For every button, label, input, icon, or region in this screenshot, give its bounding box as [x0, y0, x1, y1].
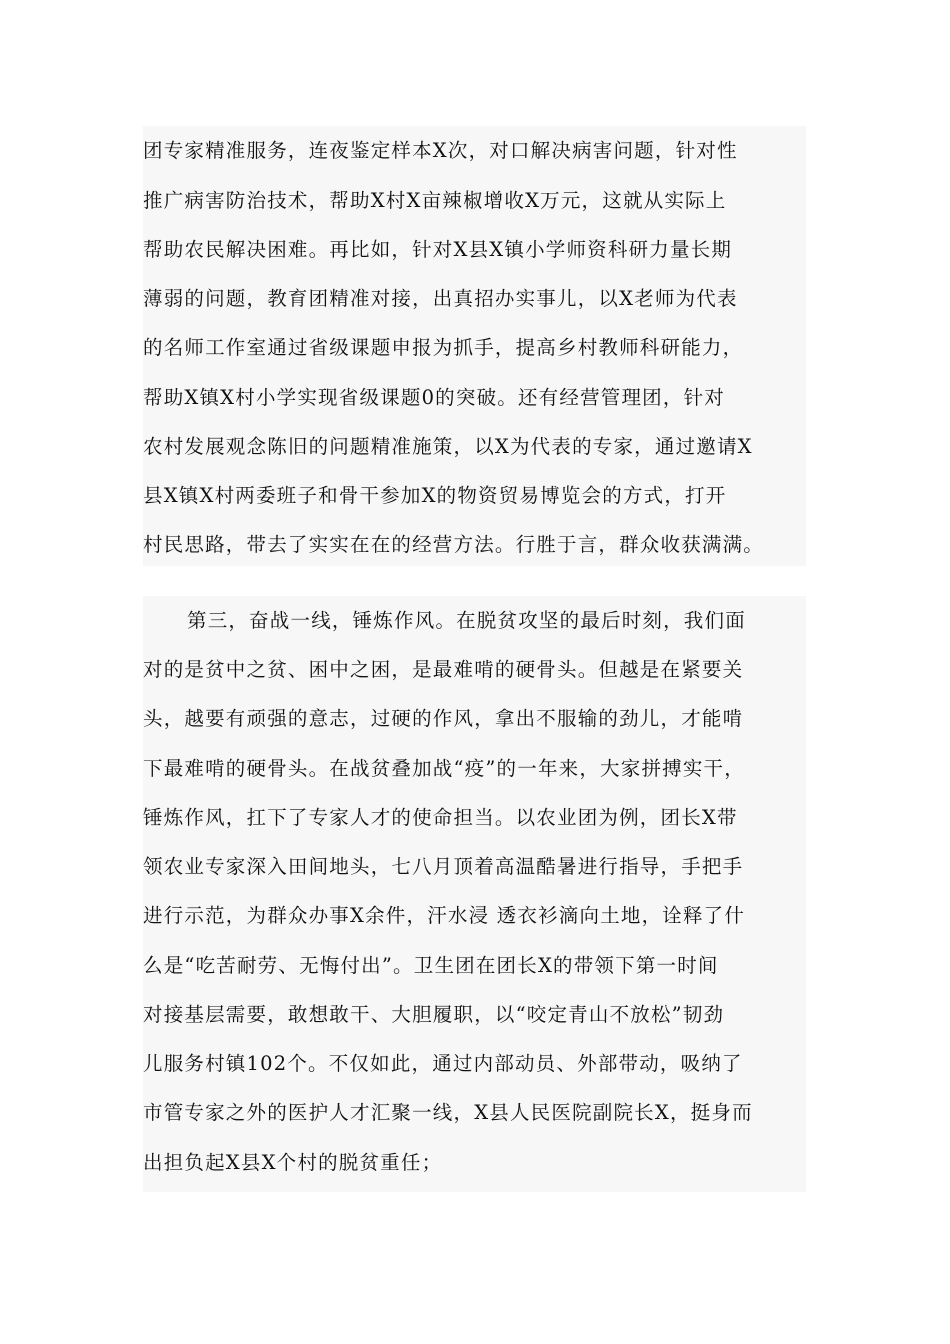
- text-line: 县X镇X村两委班子和骨干参加X的物资贸易博览会的方式，打开: [143, 484, 727, 507]
- text-line: 帮助农民解决困难。再比如，针对X县X镇小学师资科研力量长期: [143, 238, 733, 261]
- text-line: 市管专家之外的医护人才汇聚一线，X县人民医院副院长X，挺身而: [143, 1101, 753, 1124]
- text-line: 对接基层需要，敢想敢干、大胆履职，以“咬定青山不放松”韧劲: [143, 1003, 725, 1026]
- text-line: 第三，奋战一线，锤炼作风。在脱贫攻坚的最后时刻，我们面: [187, 609, 746, 632]
- text-line: 锤炼作风，扛下了专家人才的使命担当。以农业团为例，团长X带: [143, 806, 738, 829]
- text-line: 儿服务村镇102个。不仅如此，通过内部动员、外部带动，吸纳了: [143, 1052, 743, 1075]
- text-line: 出担负起X县X个村的脱贫重任；: [143, 1151, 443, 1174]
- text-line: 薄弱的问题，教育团精准对接，出真招办实事儿，以X老师为代表: [143, 287, 738, 310]
- text-line: 进行示范，为群众办事X余件，汗水浸 透衣衫滴向土地，诠释了什: [143, 904, 746, 927]
- paragraph-continued: [143, 126, 806, 566]
- text-line: 的名师工作室通过省级课题申报为抓手，提高乡村教师科研能力，: [143, 336, 744, 359]
- text-line: 团专家精准服务，连夜鉴定样本X次，对口解决病害问题，针对性: [143, 139, 738, 162]
- paragraph-section-three: [143, 596, 806, 1192]
- text-line: 推广病害防治技术，帮助X村X亩辣椒增收X万元，这就从实际上: [143, 189, 727, 212]
- text-line: 农村发展观念陈旧的问题精准施策，以X为代表的专家，通过邀请X: [143, 435, 753, 458]
- text-line: 帮助X镇X村小学实现省级课题0的突破。还有经营管理团，针对: [143, 386, 725, 409]
- text-line: 头，越要有顽强的意志，过硬的作风，拿出不服输的劲儿，才能啃: [143, 707, 744, 730]
- text-line: 下最难啃的硬骨头。在战贫叠加战“疫”的一年来，大家拼搏实干，: [143, 757, 745, 780]
- text-line: 村民思路，带去了实实在在的经营方法。行胜于言，群众收获满满。: [143, 533, 765, 556]
- text-line: 么是“吃苦耐劳、无悔付出”。卫生团在团长X的带领下第一时间: [143, 954, 719, 977]
- text-line: 对的是贫中之贫、困中之困，是最难啃的硬骨头。但越是在紧要关: [143, 658, 744, 681]
- text-line: 领农业专家深入田间地头，七八月顶着高温酷暑进行指导，手把手: [143, 855, 744, 878]
